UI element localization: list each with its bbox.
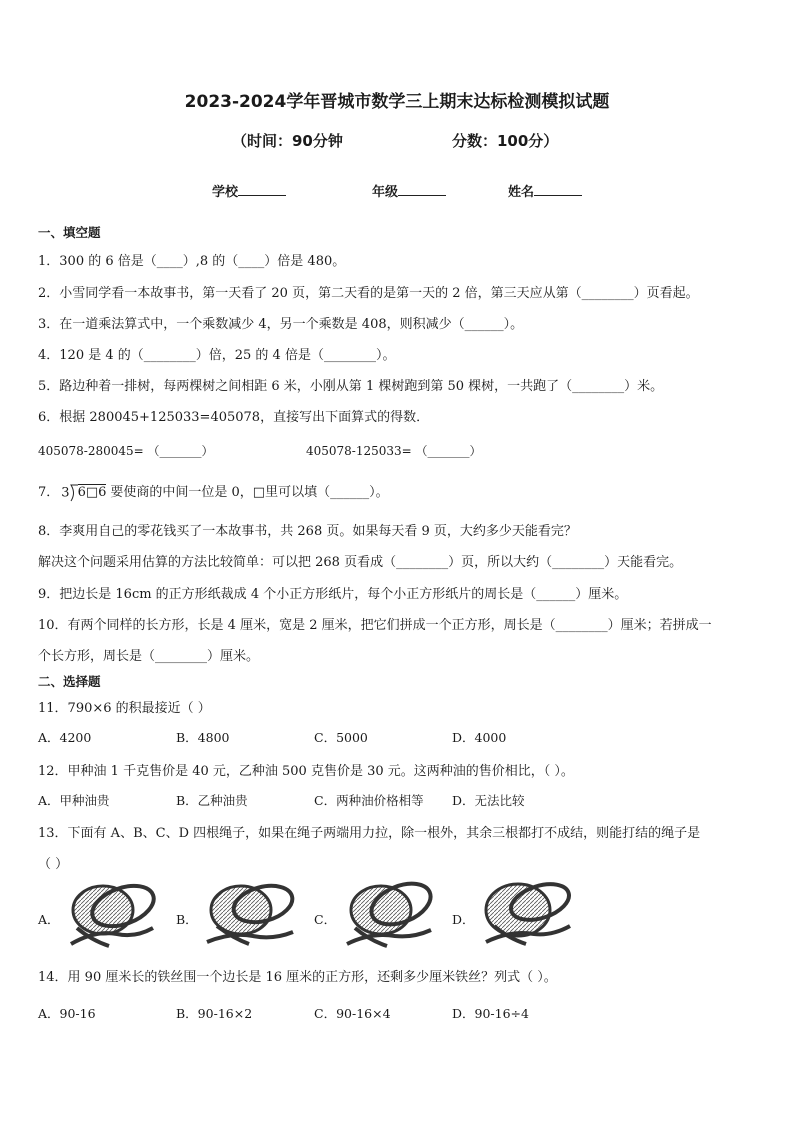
long-division-divisor: 3 bbox=[61, 485, 70, 500]
question-6-part-b: 405078-125033= （_______） bbox=[306, 444, 482, 458]
question-9: 9．把边长是 16cm 的正方形纸裁成 4 个小正方形纸片，每个小正方形纸片的周长是（______）厘米。 bbox=[38, 587, 628, 602]
q12-option-c[interactable]: C．两种油价格相等 bbox=[314, 793, 424, 808]
question-11: 11．790×6 的积最接近（ ） bbox=[38, 701, 211, 716]
long-division-figure bbox=[61, 484, 106, 502]
question-2: 2．小雪同学看一本故事书，第一天看了 20 页，第二天看的是第一天的 2 倍，第三天应从第（________）页看起。 bbox=[38, 286, 699, 301]
question-10-cont: 个长方形，周长是（________）厘米。 bbox=[38, 649, 260, 664]
section-choice-heading: 二、选择题 bbox=[38, 674, 101, 689]
grade-blank[interactable] bbox=[398, 183, 446, 196]
q14-option-c[interactable]: C．90-16×4 bbox=[314, 1006, 391, 1021]
q12-option-a[interactable]: A．甲种油贵 bbox=[38, 793, 110, 808]
q13-option-b[interactable]: B． bbox=[176, 912, 198, 927]
q13-option-c[interactable]: C． bbox=[314, 912, 337, 927]
q11-option-a[interactable]: A．4200 bbox=[38, 730, 92, 745]
school-label: 学校 bbox=[212, 185, 239, 200]
question-8-hint: 解决这个问题采用估算的方法比较简单：可以把 268 页看成（________）页，所以大约（________）天能看完。 bbox=[38, 555, 683, 570]
question-7-text: 要使商的中间一位是 0，□里可以填（______）。 bbox=[110, 485, 389, 500]
question-3: 3．在一道乘法算式中，一个乘数减少 4，另一个乘数是 408，则积减少（______）。 bbox=[38, 317, 524, 332]
q11-option-c[interactable]: C．5000 bbox=[314, 730, 368, 745]
question-7 bbox=[38, 481, 389, 502]
school-blank[interactable] bbox=[238, 183, 286, 196]
q11-option-d[interactable]: D．4000 bbox=[452, 730, 507, 745]
grade-label: 年级 bbox=[372, 185, 399, 200]
question-6-part-a: 405078-280045= （_______） bbox=[38, 444, 214, 458]
question-5: 5．路边种着一排树，每两棵树之间相距 6 米，小刚从第 1 棵树跑到第 50 棵树，一共跑了（________）米。 bbox=[38, 379, 664, 394]
question-8: 8．李爽用自己的零花钱买了一本故事书，共 268 页。如果每天看 9 页，大约多少天能看完？ bbox=[38, 524, 577, 539]
exam-score: 分数：100分） bbox=[452, 132, 559, 150]
q14-option-b[interactable]: B．90-16×2 bbox=[176, 1006, 253, 1021]
question-4: 4．120 是 4 的（________）倍，25 的 4 倍是（________）。 bbox=[38, 348, 396, 363]
long-division-dividend: 6□6 bbox=[77, 485, 107, 500]
question-1: 1．300 的 6 倍是（____）,8 的（____）倍是 480。 bbox=[38, 254, 346, 269]
q12-option-b[interactable]: B．乙种油贵 bbox=[176, 793, 248, 808]
name-field[interactable] bbox=[508, 181, 582, 200]
name-label: 姓名 bbox=[508, 185, 535, 200]
rope-knot-d-icon[interactable] bbox=[478, 880, 573, 952]
q11-option-b[interactable]: B．4800 bbox=[176, 730, 230, 745]
question-14: 14．用 90 厘米长的铁丝围一个边长是 16 厘米的正方形，还剩多少厘米铁丝？列式（ ）。 bbox=[38, 970, 557, 985]
q14-option-a[interactable]: A．90-16 bbox=[38, 1006, 96, 1021]
rope-knot-a-icon[interactable] bbox=[65, 880, 160, 952]
division-bracket-icon bbox=[70, 484, 78, 502]
q14-option-d[interactable]: D．90-16÷4 bbox=[452, 1006, 529, 1021]
grade-field[interactable] bbox=[372, 181, 446, 200]
question-12: 12．甲种油 1 千克售价是 40 元，乙种油 500 克售价是 30 元。这两种油的售价相比，（ ）。 bbox=[38, 764, 574, 779]
page-title: 2023-2024学年晋城市数学三上期末达标检测模拟试题 bbox=[184, 92, 610, 112]
exam-time: （时间：90分钟 bbox=[232, 132, 343, 150]
question-13-cont: （ ） bbox=[38, 857, 69, 872]
rope-knot-c-icon[interactable] bbox=[341, 880, 436, 952]
question-10: 10．有两个同样的长方形，长是 4 厘米，宽是 2 厘米，把它们拼成一个正方形，周长是（________）厘米；若拼成一 bbox=[38, 618, 712, 633]
rope-knot-b-icon[interactable] bbox=[203, 880, 298, 952]
q13-option-a[interactable]: A． bbox=[38, 912, 60, 927]
name-blank[interactable] bbox=[534, 183, 582, 196]
section-fill-in-heading: 一、填空题 bbox=[38, 225, 101, 240]
question-7-number: 7． bbox=[38, 485, 60, 500]
q13-option-d[interactable]: D． bbox=[452, 912, 475, 927]
question-6: 6．根据 280045+125033=405078，直接写出下面算式的得数． bbox=[38, 410, 430, 425]
school-field[interactable] bbox=[212, 181, 286, 200]
question-13: 13．下面有 A、B、C、D 四根绳子，如果在绳子两端用力拉，除一根外，其余三根都打不成结，则能打结的绳子是 bbox=[38, 826, 701, 841]
q12-option-d[interactable]: D．无法比较 bbox=[452, 793, 525, 808]
